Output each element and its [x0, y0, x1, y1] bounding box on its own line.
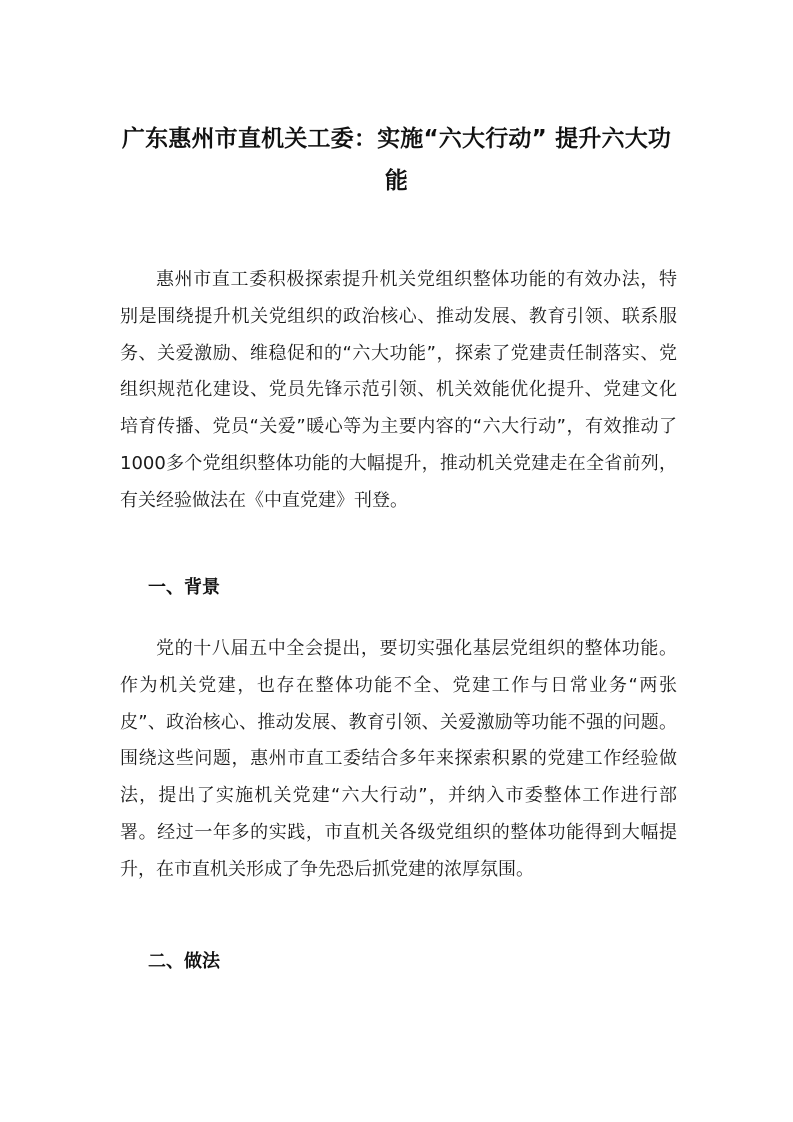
background-paragraph: 党的十八届五中全会提出，要切实强化基层党组织的整体功能。作为机关党建，也存在整体功能不全、党建工作与日常业务“两张皮”、政治核心、推动发展、教育引领、关爱激励等功能不强的问题。围绕这些问题，惠州市直工委结合多年来探索积累的党建工作经验做法，提出了实施机关党建“六大行动”，并纳入市委整体工作进行部署。经过一年多的实践，市直机关各级党组织的整体功能得到大幅提升，在市直机关形成了争先恐后抓党建的浓厚氛围。	[120, 638, 677, 880]
section-heading-background: 一、背景	[148, 577, 220, 598]
document-title: 广东惠州市直机关工委：实施“六大行动” 提升六大功能	[121, 126, 672, 194]
section-heading-methods: 二、做法	[148, 951, 220, 972]
intro-paragraph: 惠州市直工委积极探索提升机关党组织整体功能的有效办法，特别是围绕提升机关党组织的政治核心、推动发展、教育引领、联系服务、关爱激励、维稳促和的“六大功能”，探索了党建责任制落实、党组织规范化建设、党员先锋示范引领、机关效能优化提升、党建文化培育传播、党员“关爱”暖心等为主要内容的“六大行动”，有效推动了1000多个党组织整体功能的大幅提升，推动机关党建走在全省前列，有关经验做法在《中直党建》刊登。	[120, 269, 677, 511]
